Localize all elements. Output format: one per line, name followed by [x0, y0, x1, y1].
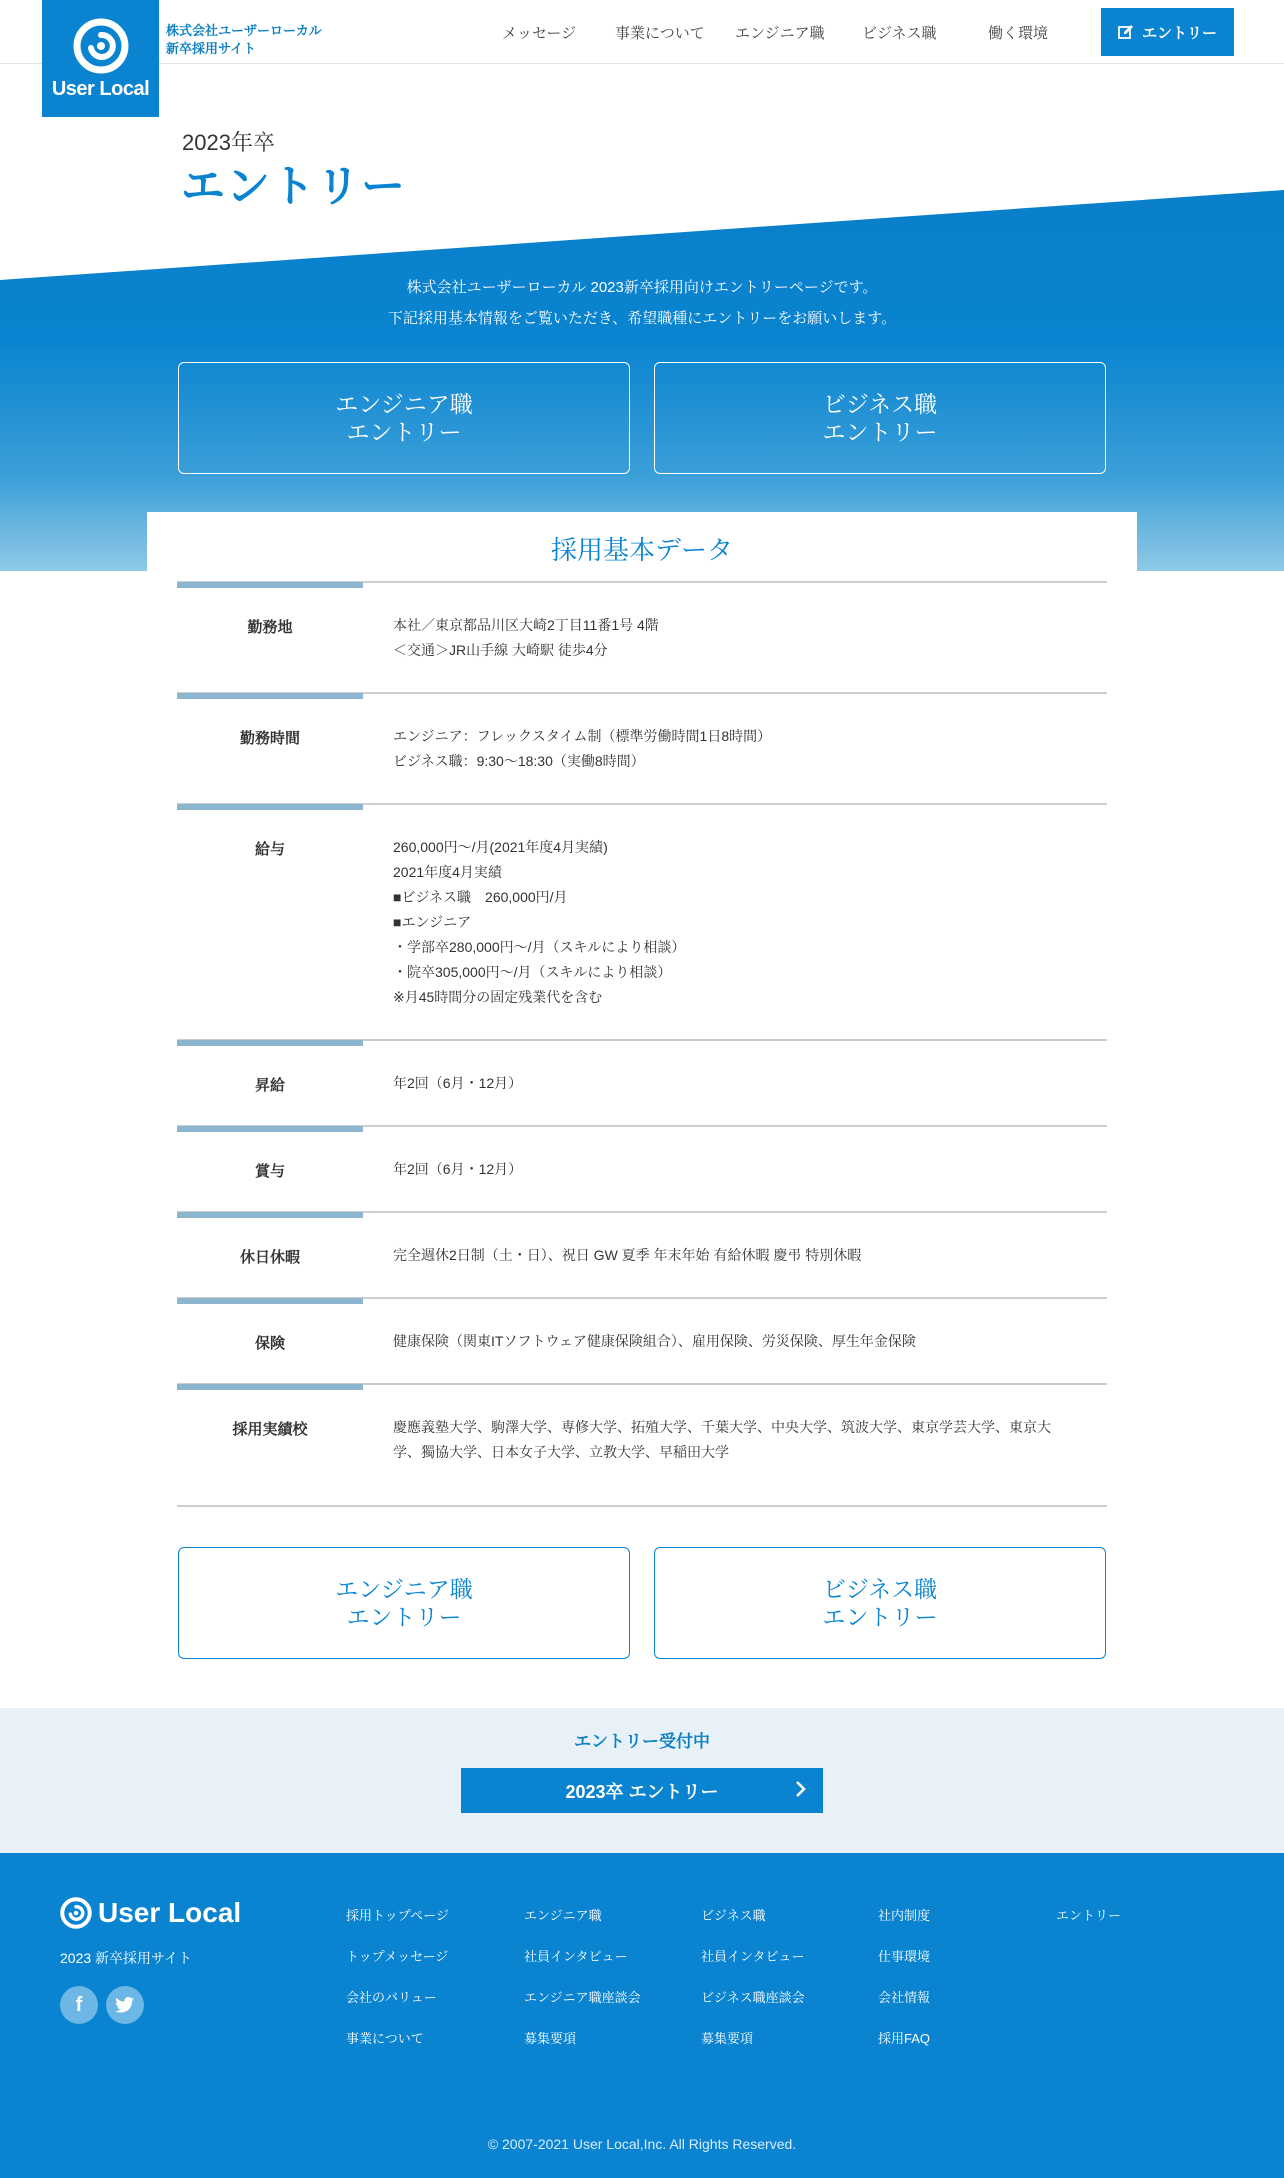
value-line: ＜交通＞JR山手線 大崎駅 徒歩4分: [393, 642, 608, 658]
row-value-hours: [393, 724, 1073, 774]
twitter-icon[interactable]: [106, 1986, 144, 2024]
row-value-salary: [393, 835, 1073, 1010]
row-accent: [177, 1212, 363, 1218]
row-label-hours: 勤務時間: [239, 730, 300, 747]
value-line: 慶應義塾大学、駒澤大学、専修大学、拓殖大学、千葉大学、中央大学、筑波大学、東京学芸大学、東京大: [393, 1419, 1051, 1435]
footer-link-business-requirements[interactable]: 募集要項: [701, 2031, 754, 2046]
footer-subtitle: 2023 新卒採用サイト: [60, 1950, 193, 1966]
nav-engineer[interactable]: エンジニア職: [735, 25, 825, 42]
engineer-entry-label-2: エントリー: [346, 1604, 462, 1630]
business-entry-label-1: ビジネス職: [822, 1576, 938, 1602]
footer-link-top-message[interactable]: トップメッセージ: [346, 1949, 449, 1964]
entry-2023-button[interactable]: [461, 1768, 823, 1813]
page-title: エントリー: [181, 162, 406, 211]
value-line: ビジネス職：9:30〜18:30（実働8時間）: [393, 753, 645, 769]
value-line: 年2回（6月・12月）: [393, 1075, 523, 1091]
row-label-location: 勤務地: [247, 619, 293, 636]
row-accent: [177, 1040, 363, 1046]
footer-link-values[interactable]: 会社のバリュー: [346, 1990, 437, 2005]
row-accent: [177, 693, 363, 699]
footer-link-business[interactable]: 事業について: [346, 2031, 424, 2046]
chevron-right-icon: [795, 1780, 807, 1798]
value-line: 本社／東京都品川区大崎2丁目11番1号 4階: [393, 617, 659, 633]
footer-link-faq[interactable]: 採用FAQ: [878, 2031, 931, 2046]
userlocal-logo-icon: [73, 18, 129, 74]
value-line: 年2回（6月・12月）: [393, 1161, 523, 1177]
footer-link-work-environment[interactable]: 仕事環境: [878, 1949, 931, 1964]
row-accent: [177, 1298, 363, 1304]
business-entry-label-1: ビジネス職: [822, 391, 938, 417]
footer-link-business-roundtable[interactable]: ビジネス職座談会: [701, 1990, 805, 2005]
brand-line-site: 新卒採用サイト: [166, 41, 257, 56]
engineer-entry-label-2: エントリー: [346, 419, 462, 445]
business-entry-label-2: エントリー: [822, 1604, 938, 1630]
engineer-entry-label-1: エンジニア職: [335, 391, 473, 417]
row-label-schools: 採用実績校: [232, 1421, 308, 1438]
value-line: 完全週休2日制（土・日）、祝日 GW 夏季 年末年始 有給休暇 慶弔 特別休暇: [393, 1247, 862, 1263]
value-line: ■エンジニア: [393, 914, 472, 930]
edit-icon: [1118, 24, 1134, 40]
row-accent: [177, 1126, 363, 1132]
row-accent: [177, 582, 363, 588]
facebook-icon[interactable]: f: [60, 1986, 98, 2024]
value-line: ・学部卒280,000円〜/月（スキルにより相談）: [393, 939, 686, 955]
business-entry-button[interactable]: [654, 362, 1106, 474]
value-line: ・院卒305,000円〜/月（スキルにより相談）: [393, 964, 672, 980]
footer-link-engineer[interactable]: エンジニア職: [524, 1908, 602, 1923]
footer-link-business-role[interactable]: ビジネス職: [701, 1908, 766, 1923]
row-value-raise: [393, 1071, 1073, 1096]
value-line: 学、獨協大学、日本女子大学、立教大学、早稲田大学: [393, 1444, 729, 1460]
row-divider: [177, 1505, 1107, 1507]
row-value-insurance: [393, 1329, 1073, 1354]
userlocal-logo-icon: [60, 1897, 92, 1929]
footer-link-business-interview[interactable]: 社員インタビュー: [701, 1949, 805, 1964]
recruit-data-title: 採用基本データ: [550, 535, 733, 565]
footer-link-entry[interactable]: エントリー: [1056, 1908, 1122, 1923]
twitter-bird-shape: [115, 1996, 135, 2014]
entry-status: エントリー受付中: [574, 1732, 710, 1751]
row-label-insurance: 保険: [254, 1335, 285, 1352]
nav-work-environment[interactable]: 働く環境: [988, 25, 1049, 42]
engineer-entry-button[interactable]: [178, 362, 630, 474]
value-line: 2021年度4月実績: [393, 864, 502, 880]
brand-line-company: 株式会社ユーザーローカル: [166, 23, 322, 38]
header-entry-label: エントリー: [1141, 24, 1217, 42]
footer-link-engineer-requirements[interactable]: 募集要項: [524, 2031, 577, 2046]
engineer-entry-button-bottom[interactable]: [178, 1547, 630, 1659]
footer-link-company-info[interactable]: 会社情報: [878, 1990, 931, 2005]
value-line: 260,000円〜/月(2021年度4月実績): [393, 839, 608, 855]
nav-business-role[interactable]: ビジネス職: [862, 25, 937, 42]
entry-2023-label: 2023卒 エントリー: [565, 1781, 719, 1802]
row-value-bonus: [393, 1157, 1073, 1182]
value-line: ※月45時間分の固定残業代を含む: [393, 989, 603, 1005]
footer-link-engineer-roundtable[interactable]: エンジニア職座談会: [524, 1990, 641, 2005]
nav-message[interactable]: メッセージ: [502, 25, 577, 42]
nav-business[interactable]: 事業について: [615, 25, 705, 42]
row-value-location: [393, 613, 1073, 663]
footer-link-recruit-top[interactable]: 採用トップページ: [346, 1908, 449, 1923]
business-entry-label-2: エントリー: [822, 419, 938, 445]
row-label-holidays: 休日休暇: [239, 1249, 300, 1266]
footer-link-system[interactable]: 社内制度: [878, 1908, 931, 1923]
footer-logo[interactable]: [60, 1897, 241, 1929]
value-line: ■ビジネス職 260,000円/月: [393, 889, 568, 905]
row-value-schools: [393, 1415, 1073, 1465]
row-label-raise: 昇給: [254, 1077, 285, 1094]
value-line: エンジニア：フレックスタイム制（標準労働時間1日8時間）: [393, 728, 772, 744]
hero-intro-line-2: 下記採用基本情報をご覧いただき、希望職種にエントリーをお願いします。: [387, 310, 897, 327]
footer-link-engineer-interview[interactable]: 社員インタビュー: [524, 1949, 628, 1964]
value-line: 健康保険（関東ITソフトウェア健康保険組合）、雇用保険、労災保険、厚生年金保険: [393, 1333, 916, 1349]
site-logo[interactable]: [42, 0, 159, 117]
copyright: © 2007-2021 User Local,Inc. All Rights Reserved.: [487, 2136, 797, 2152]
row-value-holidays: [393, 1243, 1073, 1268]
brand-name: [166, 22, 322, 58]
row-label-bonus: 賞与: [254, 1163, 285, 1180]
business-entry-button-bottom[interactable]: [654, 1547, 1106, 1659]
row-label-salary: 給与: [254, 841, 285, 858]
engineer-entry-label-1: エンジニア職: [335, 1576, 473, 1602]
hero-year: 2023年卒: [182, 130, 275, 155]
hero-intro-line-1: 株式会社ユーザーローカル 2023新卒採用向けエントリーページです。: [406, 279, 878, 296]
header-entry-button[interactable]: [1101, 8, 1234, 56]
row-accent: [177, 1384, 363, 1390]
row-accent: [177, 804, 363, 810]
footer-logo-text: User Local: [98, 1897, 242, 1928]
logo-text: User Local: [51, 78, 150, 100]
